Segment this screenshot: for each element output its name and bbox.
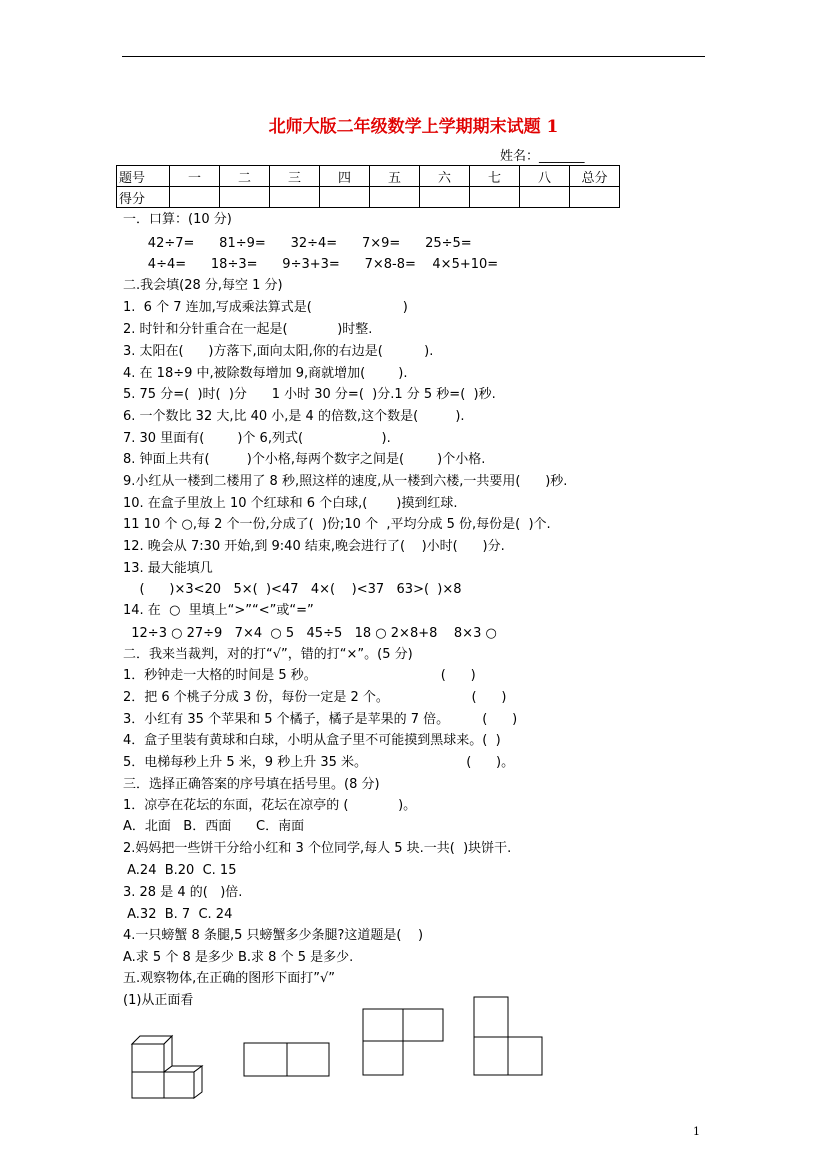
question-line: 3. 太阳在( )方落下,面向太阳,你的右边是( ). (123, 344, 434, 359)
section-heading: 二．我来当裁判，对的打“√”，错的打“×”。(5 分) (123, 647, 413, 662)
header-rule (122, 56, 705, 57)
table-cell: 三 (270, 166, 320, 187)
question-line: 5. 75 分=( )时( )分 1 小时 30 分=( )分.1 分 5 秒=( )秒. (123, 387, 496, 402)
question-line: 14. 在 ○ 里填上“>”“<”或“=” (123, 603, 314, 618)
question-line: (1)从正面看 (123, 993, 194, 1008)
score-input-cell[interactable] (420, 187, 470, 208)
question-line: A.求 5 个 8 是多少 B.求 8 个 5 是多少. (123, 950, 354, 965)
question-line: 4÷4= 18÷3= 9÷3+3= 7×8-8= 4×5+10= (123, 257, 499, 272)
question-line: 10. 在盒子里放上 10 个红球和 6 个白球,( )摸到红球. (123, 496, 458, 511)
question-line: 5．电梯每秒上升 5 米，9 秒上升 35 米。 ( )。 (123, 755, 515, 770)
table-cell: 二 (220, 166, 270, 187)
question-line: 42÷7= 81÷9= 32÷4= 7×9= 25÷5= (123, 236, 472, 251)
score-input-cell[interactable] (170, 187, 220, 208)
question-line: A.24 B.20 C. 15 (123, 863, 237, 878)
score-table (116, 165, 620, 208)
section-heading: 三．选择正确答案的序号填在括号里。(8 分) (123, 777, 380, 792)
score-input-cell[interactable] (220, 187, 270, 208)
question-line: 6. 一个数比 32 大,比 40 小,是 4 的倍数,这个数是( ). (123, 409, 465, 424)
page-number: 1 (693, 1125, 700, 1138)
page-title: 北师大版二年级数学上学期期末试题 1 (268, 117, 559, 137)
option-b-figure[interactable] (362, 1008, 446, 1078)
question-line: 3. 28 是 4 的( )倍. (123, 885, 243, 900)
question-line: 1．秒钟走一大格的时间是 5 秒。 ( ) (123, 668, 476, 683)
score-table-score-row (117, 187, 620, 208)
option-c-figure[interactable] (473, 996, 545, 1078)
question-line: 1．凉亭在花坛的东面，花坛在凉亭的 ( )。 (123, 798, 417, 813)
question-line: 4．盒子里装有黄球和白球，小明从盒子里不可能摸到黑球来。( ) (123, 733, 501, 748)
name-field[interactable]: 姓名：_______ (500, 149, 585, 164)
question-line: 2. 时针和分针重合在一起是( )时整. (123, 322, 373, 337)
score-input-cell[interactable] (270, 187, 320, 208)
section-heading: 一．口算：(10 分) (123, 212, 232, 227)
section-heading: 二.我会填(28 分,每空 1 分) (123, 278, 283, 293)
table-cell: 五 (370, 166, 420, 187)
table-cell: 六 (420, 166, 470, 187)
question-line: 2.妈妈把一些饼干分给小红和 3 个位同学,每人 5 块.一共( )块饼干. (123, 841, 512, 856)
score-table-header-row (117, 166, 620, 187)
table-cell: 题号 (117, 166, 170, 187)
question-line: 12÷3 ○ 27÷9 7×4 ○ 5 45÷5 18 ○ 2×8+8 8×3 ○ (123, 626, 497, 641)
score-input-cell[interactable] (320, 187, 370, 208)
question-line: A.32 B. 7 C. 24 (123, 907, 233, 922)
section-heading: 五.观察物体,在正确的图形下面打”√” (123, 971, 336, 986)
score-input-cell[interactable] (470, 187, 520, 208)
cube-stack-figure (128, 1028, 208, 1100)
question-line: ( )×3<20 5×( )<47 4×( )<37 63>( )×8 (123, 582, 462, 597)
question-line: 11 10 个 ○,每 2 个一份,分成了( )份;10 个 ,平均分成 5 份,每份是( )个. (123, 517, 551, 532)
table-cell: 七 (470, 166, 520, 187)
table-cell: 八 (520, 166, 570, 187)
option-a-figure[interactable] (243, 1042, 331, 1078)
question-line: 9.小红从一楼到二楼用了 8 秒,照这样的速度,从一楼到六楼,一共要用( )秒. (123, 474, 568, 489)
table-cell: 总分 (570, 166, 620, 187)
table-cell: 四 (320, 166, 370, 187)
question-line: 12. 晚会从 7:30 开始,到 9:40 结束,晚会进行了( )小时( )分. (123, 539, 505, 554)
question-line: 8. 钟面上共有( )个小格,每两个数字之间是( )个小格. (123, 452, 486, 467)
question-line: 4. 在 18÷9 中,被除数每增加 9,商就增加( ). (123, 366, 408, 381)
question-line: 7. 30 里面有( )个 6,列式( ). (123, 431, 391, 446)
question-line: 4.一只螃蟹 8 条腿,5 只螃蟹多少条腿?这道题是( ) (123, 928, 424, 943)
question-line: 1. 6 个 7 连加,写成乘法算式是( ) (123, 300, 408, 315)
table-cell: 得分 (117, 187, 170, 208)
score-input-cell[interactable] (570, 187, 620, 208)
score-input-cell[interactable] (520, 187, 570, 208)
question-line: 13. 最大能填几 (123, 561, 213, 576)
question-line: A．北面 B．西面 C．南面 (123, 819, 305, 834)
question-line: 3．小红有 35 个苹果和 5 个橘子，橘子是苹果的 7 倍。 ( ) (123, 712, 518, 727)
question-line: 2．把 6 个桃子分成 3 份，每份一定是 2 个。 ( ) (123, 690, 507, 705)
score-input-cell[interactable] (370, 187, 420, 208)
table-cell: 一 (170, 166, 220, 187)
